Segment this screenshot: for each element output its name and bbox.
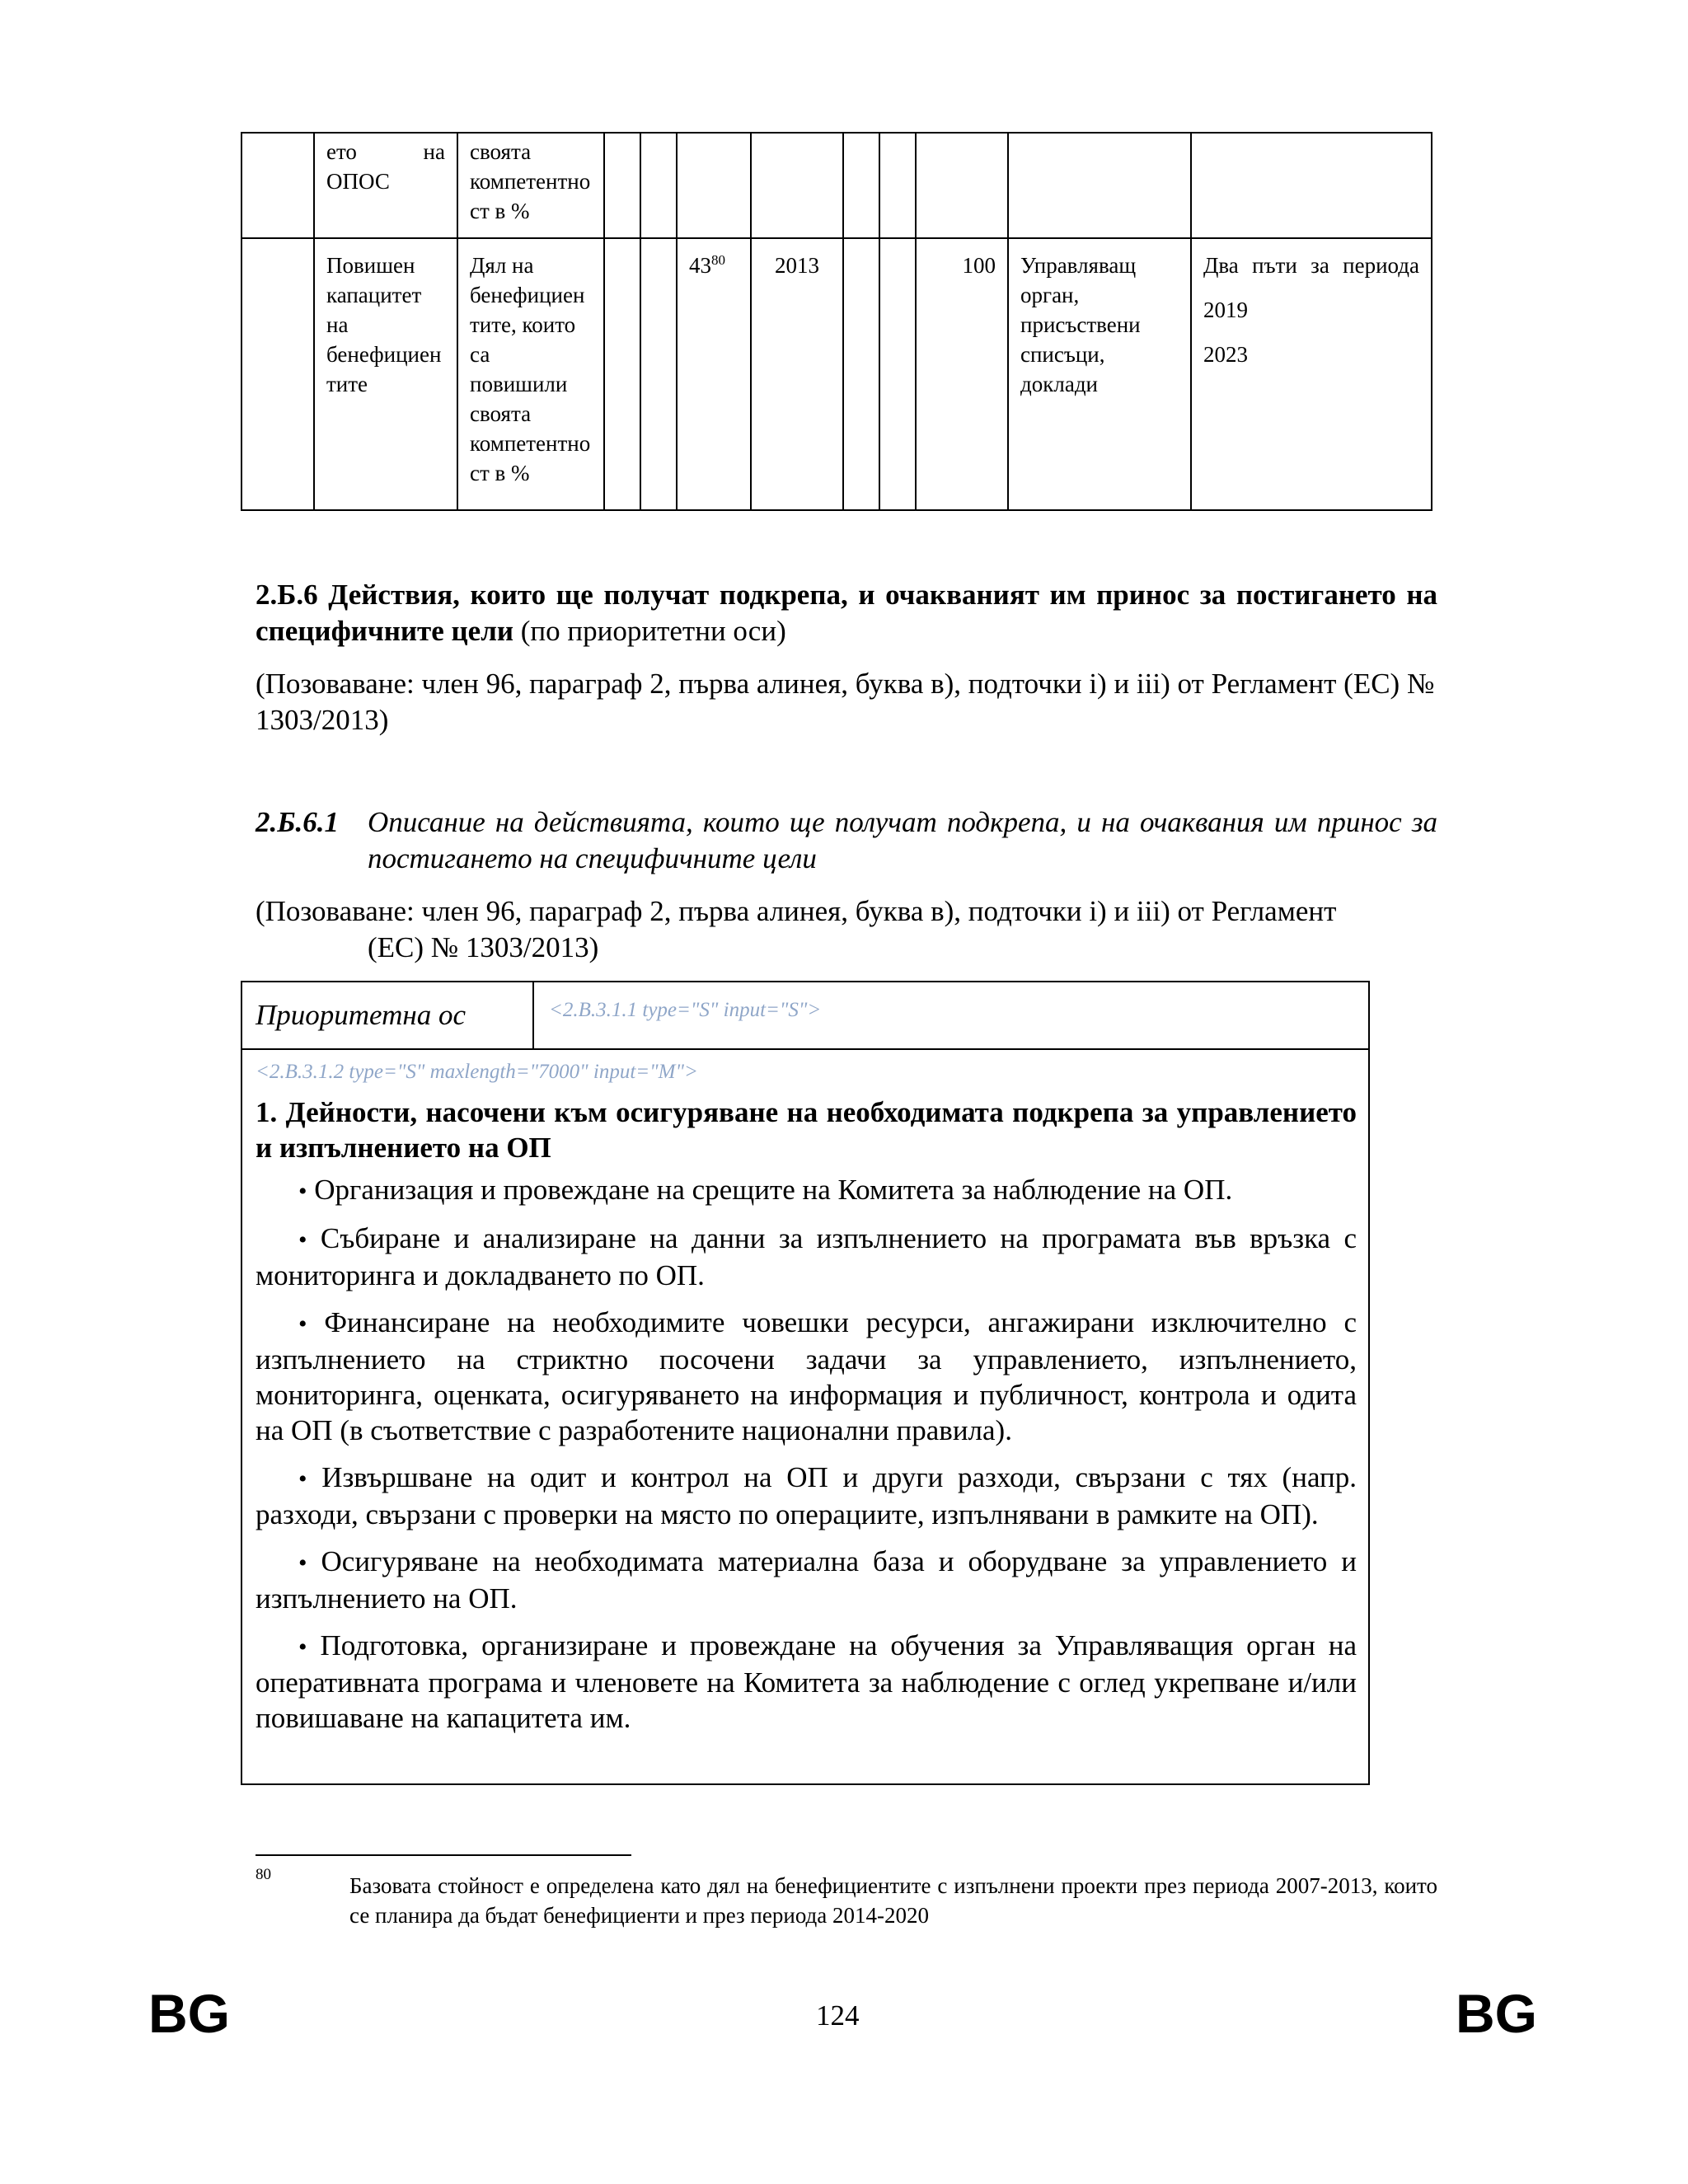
- bullet-icon: •: [298, 1310, 307, 1338]
- actions-heading: 1. Дейности, насочени към осигуряване на необходимата подкрепа за управлението и изпълнението на ОП: [256, 1096, 1357, 1164]
- footnote-ref: 80: [711, 252, 725, 268]
- table-cell: [879, 238, 916, 510]
- bullet-icon: •: [298, 1465, 307, 1493]
- section-heading-bold: 2.Б.6 Действия, които ще получат подкрепа, и очакваният им принос за постигането на специфичните цели: [256, 579, 1437, 647]
- bullet-icon: •: [298, 1633, 307, 1661]
- table-cell: [843, 133, 879, 238]
- baseline-year-cell: 2013: [751, 238, 843, 510]
- footnote-text: Базовата стойност е определена като дял на бенефициентите с изпълнени проекти през периода 2007-2013, които се планира да бъдат бенефициенти и през периода 2014-2020: [349, 1873, 1437, 1928]
- priority-axis-label: Приоритетна ос: [242, 982, 534, 1048]
- table-cell: [1008, 133, 1191, 238]
- indicator-table: [241, 132, 1432, 511]
- priority-axis-header: [242, 982, 1368, 1050]
- table-cell: [751, 133, 843, 238]
- frequency-text: Два пъти за периода: [1203, 253, 1419, 278]
- table-cell: [640, 133, 677, 238]
- target-value-cell: 100: [916, 238, 1008, 510]
- section-heading-suffix: (по приоритетни оси): [513, 615, 786, 647]
- table-cell: [1191, 133, 1432, 238]
- list-item: • Извършване на одит и контрол на ОП и други разходи, свързани с тях (напр. разходи, свързани с проверки на място по операциите, изпълнявани в рамките на ОП).: [256, 1461, 1357, 1530]
- section-heading-2b6: [256, 577, 1437, 649]
- language-mark-left: BG: [148, 1983, 230, 2044]
- bullet-icon: •: [298, 1549, 307, 1577]
- subsection-number: 2.Б.6.1: [256, 806, 339, 838]
- table-cell: [640, 238, 677, 510]
- list-item: • Събиране и анализиране на данни за изпълнението на програмата във връзка с мониторинга и докладването по ОП.: [256, 1222, 1357, 1291]
- table-cell: [916, 133, 1008, 238]
- regulation-reference: [256, 893, 1437, 966]
- priority-axis-box: [241, 981, 1370, 1785]
- table-cell: [604, 238, 640, 510]
- indicator-name-cell: ето на ОПОС: [314, 133, 457, 238]
- description-field-code: <2.B.3.1.2 type="S" maxlength="7000" input="M">: [256, 1061, 698, 1083]
- table-cell: [241, 133, 314, 238]
- bullet-icon: •: [298, 1226, 307, 1254]
- table-cell: [241, 238, 314, 510]
- list-item: • Организация и провеждане на срещите на Комитета за наблюдение на ОП.: [298, 1174, 1233, 1206]
- table-cell: [677, 133, 751, 238]
- footnote-divider: [256, 1854, 631, 1856]
- table-cell: [879, 133, 916, 238]
- page-number: 124: [816, 1999, 860, 2032]
- language-mark-right: BG: [1456, 1983, 1537, 2044]
- bullet-icon: •: [298, 1178, 307, 1205]
- reference-line: (ЕС) № 1303/2013): [368, 931, 599, 963]
- frequency-year: 2019: [1203, 298, 1248, 322]
- reference-line: (Позоваване: член 96, параграф 2, първа алинея, буква в), подточки i) и iii) от Регламент: [256, 895, 1337, 927]
- table-cell: [843, 238, 879, 510]
- list-item: • Осигуряване на необходимата материална база и оборудване за управлението и изпълнението на ОП.: [256, 1545, 1357, 1615]
- list-item: • Подготовка, организиране и провеждане на обучения за Управляващия орган на оперативната програма и членовете на Комитета за наблюдение с оглед укрепване и/или повишаване на капацитета им.: [256, 1629, 1357, 1734]
- data-source-cell: Управляващ орган, присъствени списъци, доклади: [1008, 238, 1191, 510]
- table-row: [241, 133, 1432, 238]
- subsection-title: Описание на действията, които ще получат подкрепа, и на очаквания им принос за постигането на специфичните цели: [368, 806, 1437, 874]
- table-row: [241, 238, 1432, 510]
- baseline-value: 43: [689, 253, 711, 278]
- baseline-value-cell: [677, 238, 751, 510]
- measure-unit-cell: своята компетентност в %: [457, 133, 604, 238]
- frequency-year: 2023: [1203, 342, 1248, 367]
- table-cell: [604, 133, 640, 238]
- regulation-reference: (Позоваване: член 96, параграф 2, първа алинея, буква в), подточки i) и iii) от Регламент (ЕС) № 1303/2013): [256, 668, 1435, 736]
- footnote-number: 80: [256, 1866, 271, 1883]
- indicator-name-cell: Повишен капацитет на бенефициентите: [314, 238, 457, 510]
- axis-field-code: <2.B.3.1.1 type="S" input="S">: [549, 999, 822, 1021]
- list-item: • Финансиране на необходимите човешки ресурси, ангажирани изключително с изпълнението на стриктно посочени задачи за управлението, изпълнението, мониторинга, оценката, осигуряването на информация и публичност, контрола и одита на ОП (в съответствие с разработените национални правила).: [256, 1306, 1357, 1446]
- reporting-frequency-cell: [1191, 238, 1432, 510]
- actions-description: [256, 1060, 1357, 1736]
- measure-unit-cell: Дял на бенефициентите, които са повишили своята компетентност в %: [457, 238, 604, 510]
